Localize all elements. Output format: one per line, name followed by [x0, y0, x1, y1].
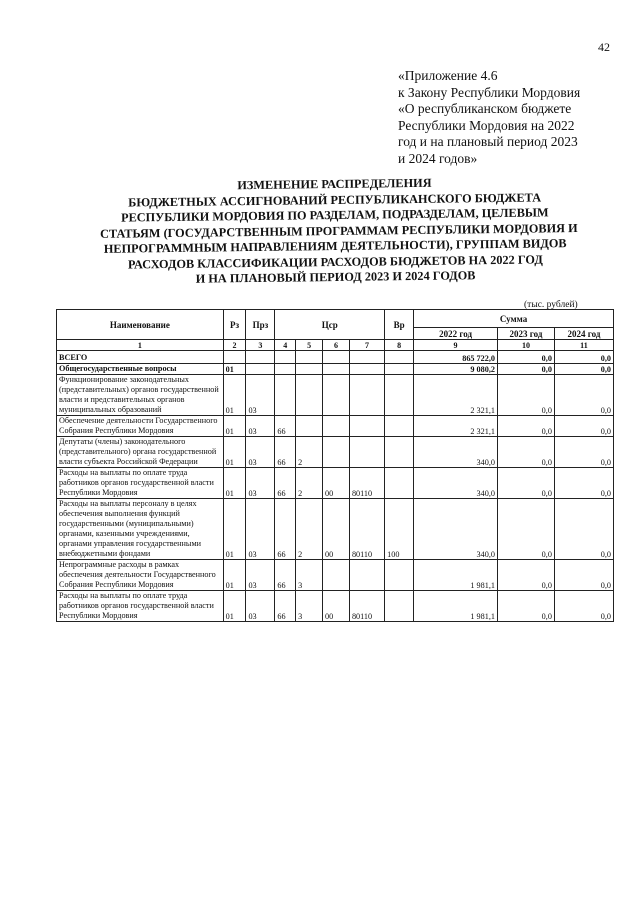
header-name: Наименование	[57, 310, 224, 340]
row-prz: 03	[246, 375, 275, 416]
row-csr-program: 66	[275, 468, 296, 499]
row-csr-program: 66	[275, 437, 296, 468]
table-row	[57, 437, 614, 468]
row-csr-program: 66	[275, 416, 296, 437]
row-vr	[385, 364, 414, 375]
row-csr-direction: 80110	[349, 591, 384, 622]
row-rz: 01	[223, 375, 246, 416]
row-csr-direction: 80110	[349, 468, 384, 499]
units-label: (тыс. рублей)	[524, 300, 578, 310]
header-csr: Цср	[275, 310, 385, 340]
row-sum-2023: 0,0	[497, 591, 554, 622]
row-sum-2022: 1 981,1	[414, 591, 498, 622]
row-csr-direction	[349, 375, 384, 416]
appendix-line: к Закону Республики Мордовия	[398, 84, 581, 100]
row-csr-event	[323, 375, 350, 416]
row-sum-2022: 340,0	[414, 468, 498, 499]
row-prz: 03	[246, 437, 275, 468]
row-sum-2023: 0,0	[497, 437, 554, 468]
row-csr-event	[323, 416, 350, 437]
row-sum-2023: 0,0	[497, 499, 554, 560]
row-csr-event	[323, 364, 350, 375]
row-rz: 01	[223, 560, 246, 591]
row-sum-2024: 0,0	[554, 375, 613, 416]
row-sum-2024: 0,0	[554, 416, 613, 437]
row-prz: 03	[246, 416, 275, 437]
row-sum-2024: 0,0	[554, 364, 613, 375]
row-name: Расходы на выплаты персоналу в целях обеспечения выполнения функций государственными (муниципальными) органами, казенными учреждениями, органами управления государственными внебюджетными фондами	[57, 499, 224, 560]
title-line: РЕСПУБЛИКИ МОРДОВИЯ ПО РАЗДЕЛАМ, ПОДРАЗДЕЛАМ, ЦЕЛЕВЫМ	[120, 205, 549, 225]
title-line: БЮДЖЕТНЫХ АССИГНОВАНИЙ РЕСПУБЛИКАНСКОГО БЮДЖЕТА	[128, 189, 542, 210]
row-sum-2024: 0,0	[554, 437, 613, 468]
row-rz: 01	[223, 468, 246, 499]
table-row	[57, 364, 614, 375]
row-csr-program	[275, 375, 296, 416]
row-vr	[385, 416, 414, 437]
row-sum-2023: 0,0	[497, 351, 554, 364]
row-csr-direction	[349, 351, 384, 364]
column-number: 11	[554, 340, 613, 351]
row-csr-subprogram	[296, 416, 323, 437]
row-name: Общегосударственные вопросы	[57, 364, 224, 375]
table-row	[57, 560, 614, 591]
row-vr	[385, 375, 414, 416]
row-sum-2023: 0,0	[497, 468, 554, 499]
title-line: И НА ПЛАНОВЫЙ ПЕРИОД 2023 И 2024 ГОДОВ	[195, 268, 476, 286]
row-sum-2022: 340,0	[414, 437, 498, 468]
row-csr-program	[275, 364, 296, 375]
table-row	[57, 351, 614, 364]
appendix-line: «Приложение 4.6	[398, 68, 498, 83]
title-line: РАСХОДОВ КЛАССИФИКАЦИИ РАСХОДОВ БЮДЖЕТОВ НА 2022 ГОД	[127, 251, 543, 272]
title-line: СТАТЬЯМ (ГОСУДАРСТВЕННЫМ ПРОГРАММАМ РЕСПУБЛИКИ МОРДОВИЯ И	[99, 220, 578, 241]
row-csr-event: 00	[323, 591, 350, 622]
row-sum-2023: 0,0	[497, 560, 554, 591]
row-rz: 01	[223, 364, 246, 375]
row-csr-direction: 80110	[349, 499, 384, 560]
column-numbers-row	[57, 340, 614, 351]
row-sum-2022: 9 080,2	[414, 364, 498, 375]
row-rz: 01	[223, 499, 246, 560]
row-csr-subprogram: 2	[296, 468, 323, 499]
appendix-note	[398, 68, 608, 167]
row-sum-2024: 0,0	[554, 468, 613, 499]
row-prz	[246, 351, 275, 364]
row-prz: 03	[246, 468, 275, 499]
row-prz: 03	[246, 499, 275, 560]
row-vr	[385, 591, 414, 622]
row-prz: 03	[246, 591, 275, 622]
row-vr: 100	[385, 499, 414, 560]
table-row	[57, 468, 614, 499]
row-csr-subprogram: 3	[296, 560, 323, 591]
row-rz	[223, 351, 246, 364]
row-csr-direction	[349, 560, 384, 591]
appendix-line: Республики Мордовия на 2022	[398, 117, 575, 133]
column-number: 1	[57, 340, 224, 351]
row-csr-subprogram	[296, 364, 323, 375]
column-number: 10	[497, 340, 554, 351]
row-sum-2023: 0,0	[497, 364, 554, 375]
row-csr-subprogram: 2	[296, 499, 323, 560]
appendix-line: и 2024 годов»	[398, 150, 478, 166]
row-sum-2024: 0,0	[554, 351, 613, 364]
header-vr: Вр	[385, 310, 414, 340]
row-vr	[385, 351, 414, 364]
header-rz: Рз	[223, 310, 246, 340]
table-row	[57, 499, 614, 560]
header-prz: Прз	[246, 310, 275, 340]
row-sum-2024: 0,0	[554, 591, 613, 622]
table-row	[57, 416, 614, 437]
row-csr-event	[323, 560, 350, 591]
row-rz: 01	[223, 591, 246, 622]
row-csr-subprogram: 3	[296, 591, 323, 622]
row-name: Расходы на выплаты по оплате труда работников органов государственной власти Республики Мордовия	[57, 468, 224, 499]
row-sum-2024: 0,0	[554, 499, 613, 560]
column-number: 5	[296, 340, 323, 351]
table-row	[57, 375, 614, 416]
row-sum-2024: 0,0	[554, 560, 613, 591]
header-2023: 2023 год	[497, 328, 554, 340]
row-name: Обеспечение деятельности Государственного Собрания Республики Мордовия	[57, 416, 224, 437]
row-name: Депутаты (члены) законодательного (представительного) органа государственной власти субъекта Российской Федерации	[57, 437, 224, 468]
row-csr-subprogram	[296, 351, 323, 364]
column-number: 2	[223, 340, 246, 351]
column-number: 8	[385, 340, 414, 351]
appendix-line: «О республиканском бюджете	[398, 101, 572, 116]
row-rz: 01	[223, 416, 246, 437]
column-number: 6	[323, 340, 350, 351]
row-csr-program	[275, 351, 296, 364]
table-row	[57, 591, 614, 622]
header-2024: 2024 год	[554, 328, 613, 340]
row-prz: 03	[246, 560, 275, 591]
row-sum-2022: 340,0	[414, 499, 498, 560]
column-number: 9	[414, 340, 498, 351]
row-sum-2022: 2 321,1	[414, 375, 498, 416]
appendix-line: год и на плановый период 2023	[398, 134, 578, 149]
row-csr-direction	[349, 437, 384, 468]
row-sum-2022: 1 981,1	[414, 560, 498, 591]
row-name: Расходы на выплаты по оплате труда работников органов государственной власти Республики Мордовия	[57, 591, 224, 622]
page-number: 42	[598, 40, 610, 54]
row-name: Непрограммные расходы в рамках обеспечения деятельности Государственного Собрания Республики Мордовия	[57, 560, 224, 591]
row-vr	[385, 468, 414, 499]
header-2022: 2022 год	[414, 328, 498, 340]
row-csr-subprogram: 2	[296, 437, 323, 468]
row-sum-2022: 865 722,0	[414, 351, 498, 364]
row-sum-2023: 0,0	[497, 416, 554, 437]
row-csr-event: 00	[323, 499, 350, 560]
budget-table	[56, 309, 614, 622]
row-vr	[385, 560, 414, 591]
column-number: 3	[246, 340, 275, 351]
row-csr-program: 66	[275, 591, 296, 622]
row-vr	[385, 437, 414, 468]
row-csr-direction	[349, 364, 384, 375]
row-csr-event: 00	[323, 468, 350, 499]
header-sum: Сумма	[414, 310, 614, 328]
row-name: Функционирование законодательных (представительных) органов государственной власти и представительных органов муниципальных образований	[57, 375, 224, 416]
row-csr-subprogram	[296, 375, 323, 416]
row-sum-2022: 2 321,1	[414, 416, 498, 437]
row-csr-program: 66	[275, 499, 296, 560]
column-number: 7	[349, 340, 384, 351]
row-name: ВСЕГО	[57, 351, 224, 364]
row-csr-event	[323, 437, 350, 468]
row-csr-event	[323, 351, 350, 364]
row-sum-2023: 0,0	[497, 375, 554, 416]
row-prz	[246, 364, 275, 375]
document-title	[99, 174, 578, 288]
row-rz: 01	[223, 437, 246, 468]
title-line: ИЗМЕНЕНИЕ РАСПРЕДЕЛЕНИЯ	[237, 175, 432, 193]
title-line: НЕПРОГРАММНЫМ НАПРАВЛЕНИЯМ ДЕЯТЕЛЬНОСТИ), ГРУППАМ ВИДОВ	[103, 236, 567, 256]
row-csr-program: 66	[275, 560, 296, 591]
column-number: 4	[275, 340, 296, 351]
row-csr-direction	[349, 416, 384, 437]
